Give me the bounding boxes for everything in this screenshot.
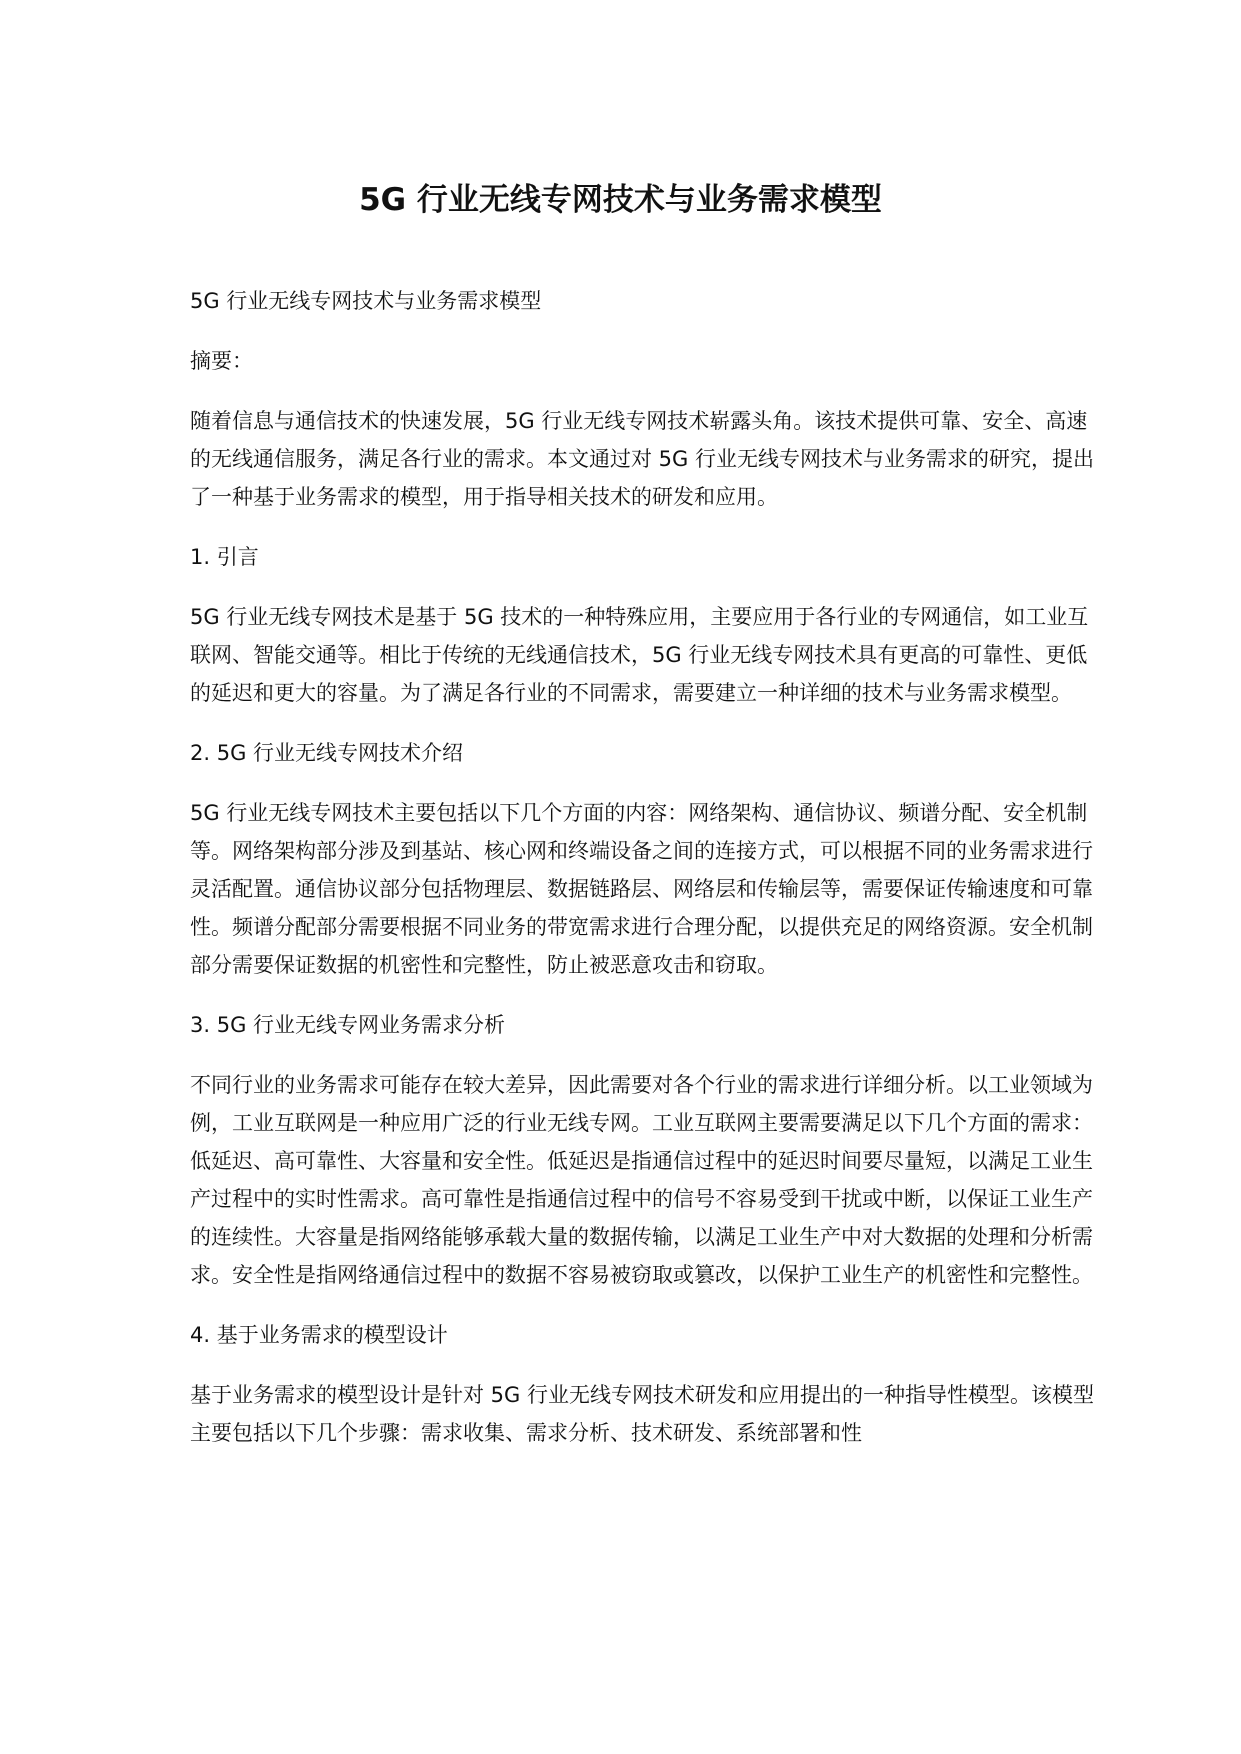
abstract-text: 随着信息与通信技术的快速发展，5G 行业无线专网技术崭露头角。该技术提供可靠、安全、高速的无线通信服务，满足各行业的需求。本文通过对 5G 行业无线专网技术与业务需求的研究，提出了一种基于业务需求的模型，用于指导相关技术的研发和应用。 xyxy=(190,409,1094,509)
section-body-requirements: 不同行业的业务需求可能存在较大差异，因此需要对各个行业的需求进行详细分析。以工业领域为例，工业互联网是一种应用广泛的行业无线专网。工业互联网主要需要满足以下几个方面的需求：低延迟、高可靠性、大容量和安全性。低延迟是指通信过程中的延迟时间要尽量短，以满足工业生产过程中的实时性需求。高可靠性是指通信过程中的信号不容易受到干扰或中断，以保证工业生产的连续性。大容量是指网络能够承载大量的数据传输，以满足工业生产中对大数据的处理和分析需求。安全性是指网络通信过程中的数据不容易被窃取或篡改，以保护工业生产的机密性和完整性。 xyxy=(190,1073,1093,1287)
document-subtitle: 5G 行业无线专网技术与业务需求模型 xyxy=(190,289,542,313)
section-heading-introduction: 1. 引言 xyxy=(190,545,259,569)
document-title: 5G 行业无线专网技术与业务需求模型 xyxy=(359,182,882,218)
section-body-technology: 5G 行业无线专网技术主要包括以下几个方面的内容：网络架构、通信协议、频谱分配、安全机制等。网络架构部分涉及到基站、核心网和终端设备之间的连接方式，可以根据不同的业务需求进行灵活配置。通信协议部分包括物理层、数据链路层、网络层和传输层等，需要保证传输速度和可靠性。频谱分配部分需要根据不同业务的带宽需求进行合理分配，以提供充足的网络资源。安全机制部分需要保证数据的机密性和完整性，防止被恶意攻击和窃取。 xyxy=(190,801,1093,977)
abstract-label: 摘要： xyxy=(190,349,253,373)
section-body-introduction: 5G 行业无线专网技术是基于 5G 技术的一种特殊应用，主要应用于各行业的专网通信，如工业互联网、智能交通等。相比于传统的无线通信技术，5G 行业无线专网技术具有更高的可靠性、更低的延迟和更大的容量。为了满足各行业的不同需求，需要建立一种详细的技术与业务需求模型。 xyxy=(190,605,1089,705)
section-body-model-design: 基于业务需求的模型设计是针对 5G 行业无线专网技术研发和应用提出的一种指导性模型。该模型主要包括以下几个步骤：需求收集、需求分析、技术研发、系统部署和性 xyxy=(190,1383,1094,1445)
section-heading-model-design: 4. 基于业务需求的模型设计 xyxy=(190,1323,448,1347)
section-heading-technology: 2. 5G 行业无线专网技术介绍 xyxy=(190,741,464,765)
document-body xyxy=(190,282,1095,1452)
section-heading-requirements: 3. 5G 行业无线专网业务需求分析 xyxy=(190,1013,506,1037)
